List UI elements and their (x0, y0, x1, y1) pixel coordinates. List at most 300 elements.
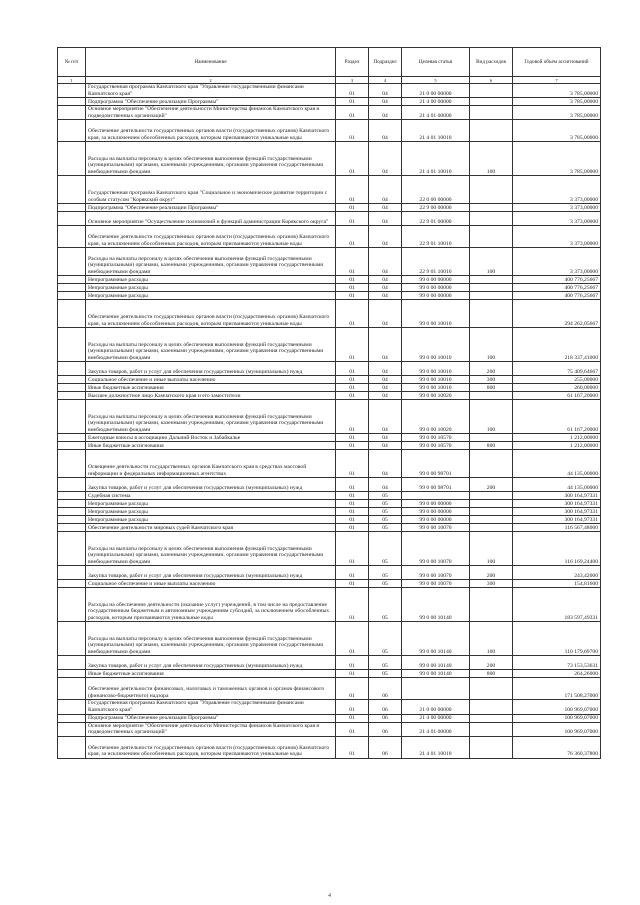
row-podrazdel: 05 (369, 500, 402, 508)
row-amount: 100 969,07000 (513, 700, 601, 714)
row-podrazdel: 05 (369, 670, 402, 678)
row-razdel: 01 (336, 204, 369, 212)
table-row (58, 566, 601, 580)
row-expense-type: 200 (470, 656, 513, 670)
table-row (58, 176, 601, 204)
row-target-article: 21 4 01 10010 (402, 142, 470, 176)
row-expense-type (470, 492, 513, 500)
table-row (58, 516, 601, 524)
row-podrazdel: 04 (369, 284, 402, 292)
row-expense-type (470, 678, 513, 700)
table-row (58, 434, 601, 442)
row-target-article: 99 0 00 10570 (402, 442, 470, 450)
table-row (58, 722, 601, 736)
table-row (58, 678, 601, 700)
row-name: Обеспечение деятельности государственных органов власти (государственных органов) Камчатского края, за исключением обособленных расходов, которым присваиваются уникальные коды (86, 226, 336, 248)
row-number (58, 492, 86, 500)
row-razdel: 01 (336, 588, 369, 622)
row-target-article: 22 9 01 00000 (402, 212, 470, 226)
row-number (58, 362, 86, 376)
row-target-article: 22 0 00 00000 (402, 176, 470, 204)
row-target-article: 21 4 01 10010 (402, 120, 470, 142)
table-row (58, 714, 601, 722)
row-number (58, 384, 86, 392)
row-razdel: 01 (336, 566, 369, 580)
row-expense-type: 100 (470, 532, 513, 566)
table-row (58, 442, 601, 450)
table-row (58, 508, 601, 516)
row-number (58, 450, 86, 478)
row-target-article: 21 4 01 10010 (402, 736, 470, 758)
row-razdel: 01 (336, 434, 369, 442)
row-name: Обеспечение деятельности финансовых, налоговых и таможенных органов и органов финансового (финансово-бюджетного) надзора (86, 678, 336, 700)
row-name: Расходы на выплаты персоналу в целях обеспечения выполнения функций государственными (муниципальными) органами, казенными учреждениями, органами управления государственными внебюджетными фондами (86, 622, 336, 656)
row-podrazdel: 04 (369, 328, 402, 362)
row-amount: 154,81600 (513, 580, 601, 588)
row-target-article: 21 0 00 00000 (402, 700, 470, 714)
row-number (58, 106, 86, 120)
table-row (58, 532, 601, 566)
row-podrazdel: 05 (369, 622, 402, 656)
row-number (58, 500, 86, 508)
row-expense-type (470, 508, 513, 516)
row-podrazdel: 05 (369, 516, 402, 524)
table-row (58, 524, 601, 532)
row-podrazdel: 05 (369, 580, 402, 588)
table-row (58, 580, 601, 588)
row-expense-type: 300 (470, 580, 513, 588)
row-number (58, 376, 86, 384)
row-expense-type (470, 106, 513, 120)
row-name: Подпрограмма "Обеспечение реализации Программы" (86, 714, 336, 722)
row-target-article: 99 0 00 10010 (402, 300, 470, 328)
row-name: Непрограммные расходы (86, 516, 336, 524)
table-row (58, 478, 601, 492)
row-name: Обеспечение деятельности государственных органов власти (государственных органов) Камчатского края, за исключением обособленных расходов, которым присваиваются уникальные коды (86, 736, 336, 758)
row-podrazdel: 04 (369, 176, 402, 204)
row-name: Подпрограмма "Обеспечение реализации Программы" (86, 204, 336, 212)
row-podrazdel: 04 (369, 142, 402, 176)
row-name: Обеспечение деятельности государственных органов власти (государственных органов) Камчатского края, за исключением обособленных расходов, которым присваиваются уникальные коды (86, 300, 336, 328)
row-target-article: 99 0 00 10010 (402, 384, 470, 392)
row-expense-type (470, 714, 513, 722)
row-razdel: 01 (336, 362, 369, 376)
table-row (58, 492, 601, 500)
row-expense-type (470, 300, 513, 328)
row-target-article: 99 0 00 00000 (402, 276, 470, 284)
row-number (58, 678, 86, 700)
row-target-article: 99 0 00 10140 (402, 656, 470, 670)
row-name: Иные бюджетные ассигнования (86, 670, 336, 678)
row-name: Расходы на выплаты персоналу в целях обеспечения выполнения функций государственными (муниципальными) органами, казенными учреждениями, органами управления государственными внебюджетными фондами (86, 532, 336, 566)
row-amount: 294 262,05667 (513, 300, 601, 328)
budget-table (57, 47, 601, 759)
row-target-article: 99 0 00 00000 (402, 516, 470, 524)
row-name: Расходы на выплаты персоналу в целях обеспечения выполнения функций государственными (муниципальными) органами, казенными учреждениями, органами управления государственными внебюджетными фондами (86, 328, 336, 362)
row-razdel: 01 (336, 532, 369, 566)
row-target-article: 99 0 00 98701 (402, 450, 470, 478)
row-razdel: 01 (336, 226, 369, 248)
row-amount: 116 169,24400 (513, 532, 601, 566)
row-number (58, 566, 86, 580)
row-target-article: 99 0 00 10010 (402, 328, 470, 362)
row-expense-type (470, 450, 513, 478)
row-number (58, 580, 86, 588)
header-annual-amount: Годовой объем ассигнований (513, 48, 601, 77)
row-razdel: 01 (336, 98, 369, 106)
row-target-article: 99 0 00 10010 (402, 376, 470, 384)
row-podrazdel: 04 (369, 248, 402, 276)
row-podrazdel: 06 (369, 700, 402, 714)
row-amount: 75 409,64667 (513, 362, 601, 376)
row-podrazdel: 05 (369, 588, 402, 622)
row-number (58, 276, 86, 284)
row-name: Непрограммные расходы (86, 500, 336, 508)
row-razdel: 01 (336, 450, 369, 478)
row-number (58, 300, 86, 328)
page-mark: 4 (328, 893, 331, 899)
row-expense-type (470, 98, 513, 106)
row-name: Расходы на выплаты персоналу в целях обеспечения выполнения функций государственными (муниципальными) органами, казенными учреждениями, органами управления государственными внебюджетными фондами (86, 142, 336, 176)
table-row (58, 362, 601, 376)
header-expense-type: Вид расходов (470, 48, 513, 77)
row-target-article: 99 0 00 00000 (402, 508, 470, 516)
row-amount: 3 785,00000 (513, 98, 601, 106)
row-podrazdel: 05 (369, 492, 402, 500)
row-podrazdel: 06 (369, 736, 402, 758)
row-number (58, 176, 86, 204)
row-expense-type (470, 120, 513, 142)
row-razdel: 01 (336, 722, 369, 736)
row-number (58, 670, 86, 678)
table-row (58, 500, 601, 508)
row-target-article: 99 0 00 10140 (402, 670, 470, 678)
row-podrazdel: 06 (369, 714, 402, 722)
table-row (58, 670, 601, 678)
row-amount: 300 164,97331 (513, 492, 601, 500)
row-target-article: 21 4 01 00000 (402, 722, 470, 736)
row-name: Закупка товаров, работ и услуг для обеспечения государственных (муниципальных) нужд (86, 362, 336, 376)
row-razdel: 01 (336, 300, 369, 328)
row-number (58, 284, 86, 292)
row-expense-type: 100 (470, 400, 513, 434)
row-amount: 3 373,00000 (513, 176, 601, 204)
row-name: Ежегодные взносы в ассоциацию Дальний Восток и Забайкалье (86, 434, 336, 442)
row-expense-type (470, 284, 513, 292)
row-amount: 76 360,37800 (513, 736, 601, 758)
row-target-article: 99 0 00 00000 (402, 292, 470, 300)
row-podrazdel: 04 (369, 478, 402, 492)
row-expense-type (470, 434, 513, 442)
row-amount: 400 776,25667 (513, 276, 601, 284)
table-row (58, 392, 601, 400)
row-target-article: 99 0 00 00000 (402, 500, 470, 508)
row-podrazdel: 05 (369, 508, 402, 516)
row-amount: 264,26000 (513, 670, 601, 678)
row-name: Иные бюджетные ассигнования (86, 384, 336, 392)
table-row (58, 400, 601, 434)
row-expense-type (470, 700, 513, 714)
row-amount: 3 785,00000 (513, 84, 601, 98)
row-name: Высшее должностное лицо Камчатского края и его заместители (86, 392, 336, 400)
row-razdel: 01 (336, 276, 369, 284)
row-podrazdel: 04 (369, 84, 402, 98)
row-podrazdel: 04 (369, 400, 402, 434)
table-row (58, 84, 601, 98)
table-row (58, 98, 601, 106)
row-expense-type: 100 (470, 328, 513, 362)
row-podrazdel: 04 (369, 376, 402, 384)
row-expense-type (470, 524, 513, 532)
row-podrazdel: 04 (369, 392, 402, 400)
row-podrazdel: 04 (369, 120, 402, 142)
row-razdel: 01 (336, 580, 369, 588)
row-name: Государственная программа Камчатского края "Социальное и экономическое развитие территории с особым статусом "Корякский округ" (86, 176, 336, 204)
row-name: Закупка товаров, работ и услуг для обеспечения государственных (муниципальных) нужд (86, 478, 336, 492)
row-podrazdel: 05 (369, 656, 402, 670)
row-number (58, 588, 86, 622)
row-podrazdel: 04 (369, 450, 402, 478)
row-amount: 44 135,00000 (513, 450, 601, 478)
row-amount: 260,00000 (513, 384, 601, 392)
row-target-article: 99 0 00 00000 (402, 284, 470, 292)
row-razdel: 01 (336, 176, 369, 204)
row-razdel: 01 (336, 376, 369, 384)
row-podrazdel: 05 (369, 532, 402, 566)
header-razdel: Раздел (336, 48, 369, 77)
row-number (58, 442, 86, 450)
row-expense-type: 800 (470, 442, 513, 450)
row-target-article: 99 0 00 10070 (402, 580, 470, 588)
row-name: Расходы на выплаты персоналу в целях обеспечения выполнения функций государственными (муниципальными) органами, казенными учреждениями, органами управления государственными внебюджетными фондами (86, 400, 336, 434)
row-razdel: 01 (336, 492, 369, 500)
row-target-article: 99 0 00 98701 (402, 478, 470, 492)
row-expense-type (470, 516, 513, 524)
row-target-article: 99 0 00 10140 (402, 588, 470, 622)
table-row (58, 588, 601, 622)
row-number (58, 400, 86, 434)
row-number (58, 98, 86, 106)
row-podrazdel: 04 (369, 276, 402, 284)
row-number (58, 736, 86, 758)
row-amount: 243,42000 (513, 566, 601, 580)
row-target-article: 99 0 00 10020 (402, 392, 470, 400)
row-podrazdel: 05 (369, 566, 402, 580)
row-amount: 3 373,00000 (513, 212, 601, 226)
row-razdel: 01 (336, 622, 369, 656)
row-razdel: 01 (336, 248, 369, 276)
row-amount: 3 373,00000 (513, 204, 601, 212)
row-number (58, 204, 86, 212)
row-amount: 73 153,53631 (513, 656, 601, 670)
row-target-article: 99 0 00 10070 (402, 524, 470, 532)
row-expense-type (470, 226, 513, 248)
row-target-article: 22 9 01 10010 (402, 226, 470, 248)
row-razdel: 01 (336, 736, 369, 758)
row-razdel: 01 (336, 700, 369, 714)
row-target-article: 99 0 00 10020 (402, 400, 470, 434)
row-amount: 100 969,07000 (513, 722, 601, 736)
header-row (58, 48, 601, 77)
row-number (58, 328, 86, 362)
header-podrazdel: Подраздел (369, 48, 402, 77)
table-row (58, 212, 601, 226)
row-target-article: 21 0 00 00000 (402, 84, 470, 98)
row-podrazdel: 04 (369, 226, 402, 248)
row-target-article: 99 0 00 10010 (402, 362, 470, 376)
row-name: Основное мероприятие "Обеспечение деятельности Министерства финансов Камчатского края и подведомственных организаций" (86, 722, 336, 736)
row-podrazdel: 04 (369, 212, 402, 226)
row-expense-type (470, 84, 513, 98)
row-podrazdel: 04 (369, 204, 402, 212)
row-target-article: 22 9 00 00000 (402, 204, 470, 212)
row-target-article: 99 0 00 10140 (402, 622, 470, 656)
row-amount: 61 167,20000 (513, 392, 601, 400)
row-expense-type (470, 392, 513, 400)
row-name: Непрограммные расходы (86, 508, 336, 516)
row-amount: 3 785,00000 (513, 106, 601, 120)
table-row (58, 120, 601, 142)
row-podrazdel: 06 (369, 678, 402, 700)
row-razdel: 01 (336, 442, 369, 450)
row-expense-type: 200 (470, 362, 513, 376)
row-number (58, 478, 86, 492)
row-podrazdel: 05 (369, 524, 402, 532)
row-amount: 116 567,48000 (513, 524, 601, 532)
row-razdel: 01 (336, 678, 369, 700)
row-number (58, 656, 86, 670)
row-name: Освещение деятельности государственных органов Камчатского края в средствах массовой информации и федеральных информационных агентствах (86, 450, 336, 478)
row-podrazdel: 04 (369, 300, 402, 328)
row-number (58, 722, 86, 736)
row-razdel: 01 (336, 516, 369, 524)
row-number (58, 392, 86, 400)
column-number: 3 (336, 77, 369, 84)
row-target-article: 99 0 00 10070 (402, 532, 470, 566)
row-number (58, 508, 86, 516)
row-razdel: 01 (336, 714, 369, 722)
row-number (58, 622, 86, 656)
row-number (58, 142, 86, 176)
column-number: 4 (369, 77, 402, 84)
row-number (58, 84, 86, 98)
row-name: Основное мероприятие "Осуществление полномочий и функций администрации Корякского округа" (86, 212, 336, 226)
header-target-article: Целевая статья (402, 48, 470, 77)
row-name: Социальное обеспечение и иные выплаты населению (86, 376, 336, 384)
row-amount: 100 969,07000 (513, 714, 601, 722)
row-amount: 1 212,00000 (513, 434, 601, 442)
row-amount: 218 337,41000 (513, 328, 601, 362)
row-name: Подпрограмма "Обеспечение реализации Программы" (86, 98, 336, 106)
row-amount: 1 212,00000 (513, 442, 601, 450)
table-row (58, 384, 601, 392)
row-amount: 110 179,69700 (513, 622, 601, 656)
table-body (58, 84, 601, 759)
row-razdel: 01 (336, 670, 369, 678)
row-amount: 3 373,00000 (513, 248, 601, 276)
table-row (58, 248, 601, 276)
row-expense-type (470, 736, 513, 758)
table-row (58, 450, 601, 478)
row-expense-type (470, 212, 513, 226)
column-number: 7 (513, 77, 601, 84)
header-number: № п/п (58, 48, 86, 77)
table-row (58, 736, 601, 758)
row-razdel: 01 (336, 120, 369, 142)
row-amount: 300 164,97331 (513, 516, 601, 524)
table-row (58, 142, 601, 176)
row-expense-type (470, 292, 513, 300)
row-podrazdel: 04 (369, 362, 402, 376)
row-razdel: 01 (336, 524, 369, 532)
row-amount: 61 167,20000 (513, 400, 601, 434)
row-target-article: 21 4 00 00000 (402, 714, 470, 722)
table-row (58, 292, 601, 300)
row-podrazdel: 04 (369, 384, 402, 392)
table-row (58, 300, 601, 328)
row-amount: 3 785,00000 (513, 120, 601, 142)
row-name: Расходы на обеспечение деятельности (оказание услуг) учреждений, в том числе на предоставление государственным бюджетным и автономным учреждениям субсидий, за исключением обособленных расходов, которым присваиваются уникальные коды (86, 588, 336, 622)
table-row (58, 226, 601, 248)
row-number (58, 212, 86, 226)
row-name: Основное мероприятие "Обеспечение деятельности Министерства финансов Камчатского края и подведомственных организаций" (86, 106, 336, 120)
row-expense-type (470, 722, 513, 736)
row-name: Непрограммные расходы (86, 276, 336, 284)
row-expense-type: 100 (470, 248, 513, 276)
row-name: Непрограммные расходы (86, 284, 336, 292)
row-amount: 400 776,25667 (513, 292, 601, 300)
row-number (58, 292, 86, 300)
row-target-article (402, 678, 470, 700)
row-razdel: 01 (336, 284, 369, 292)
column-number: 5 (402, 77, 470, 84)
row-expense-type: 100 (470, 142, 513, 176)
column-number: 2 (86, 77, 336, 84)
row-expense-type: 200 (470, 566, 513, 580)
row-name: Расходы на выплаты персоналу в целях обеспечения выполнения функций государственными (муниципальными) органами, казенными учреждениями, органами управления государственными внебюджетными фондами (86, 248, 336, 276)
row-name: Государственная программа Камчатского края "Управление государственными финансами Камчатского края" (86, 84, 336, 98)
row-podrazdel: 04 (369, 98, 402, 106)
row-razdel: 01 (336, 212, 369, 226)
row-number (58, 532, 86, 566)
row-expense-type: 800 (470, 384, 513, 392)
row-expense-type (470, 276, 513, 284)
row-number (58, 434, 86, 442)
row-podrazdel: 04 (369, 442, 402, 450)
row-name: Закупка товаров, работ и услуг для обеспечения государственных (муниципальных) нужд (86, 656, 336, 670)
row-expense-type (470, 500, 513, 508)
row-amount: 300 164,97331 (513, 500, 601, 508)
column-number-row (58, 77, 601, 84)
table-row (58, 656, 601, 670)
row-razdel: 01 (336, 478, 369, 492)
row-amount: 3 373,00000 (513, 226, 601, 248)
row-razdel: 01 (336, 508, 369, 516)
row-expense-type (470, 176, 513, 204)
row-name: Судебная система (86, 492, 336, 500)
row-podrazdel: 04 (369, 434, 402, 442)
header-name: Наименование (86, 48, 336, 77)
row-name: Закупка товаров, работ и услуг для обеспечения государственных (муниципальных) нужд (86, 566, 336, 580)
row-razdel: 01 (336, 328, 369, 362)
row-amount: 300 164,97331 (513, 508, 601, 516)
row-expense-type: 300 (470, 376, 513, 384)
table-row (58, 106, 601, 120)
table-row (58, 328, 601, 362)
row-expense-type (470, 588, 513, 622)
row-podrazdel: 06 (369, 722, 402, 736)
row-number (58, 524, 86, 532)
